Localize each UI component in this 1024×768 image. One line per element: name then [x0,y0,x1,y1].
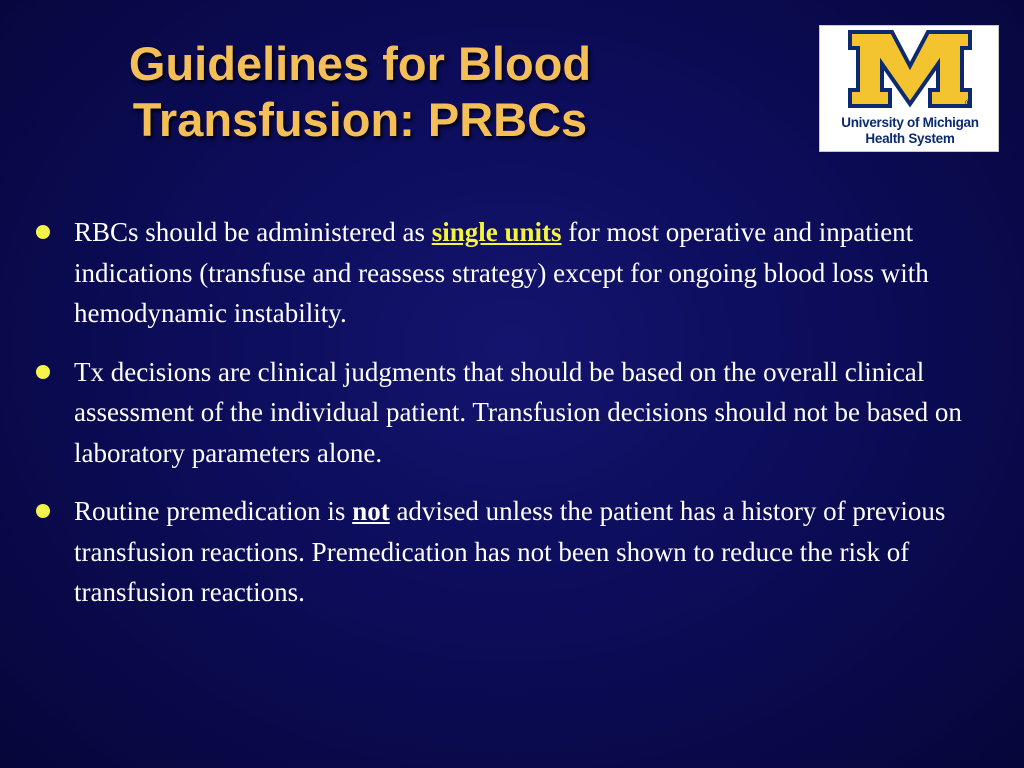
bullet-item-tx-decisions [34,352,974,474]
block-m-icon [820,26,1000,116]
logo-line-2: Health System [865,131,955,146]
bullet-1-text-before: RBCs should be administered as [74,217,432,247]
title-line-2: Transfusion: PRBCs [132,93,588,146]
bullet-item-single-units [34,212,974,334]
bullet-2-text: Tx decisions are clinical judgments that should be based on the overall clinical assessment of the individual patient. Transfusion decisions should not be based on laboratory parameters alone. [74,356,962,468]
slide-title [30,36,690,148]
bullet-dot-icon [36,365,50,379]
university-logo [819,25,999,152]
bullet-1-text-after: for most operative and inpatient indications (transfuse and reassess strategy) except for ongoing blood loss with hemodynamic instability. [74,217,929,328]
bullet-dot-icon [36,504,50,518]
bullet-list [34,212,974,631]
bullet-item-premedication [34,491,974,613]
bullet-3-text-after: advised unless the patient has a history of previous transfusion reactions. Premedication has not been shown to reduce the risk of transfusion reactions. [74,496,946,607]
bullet-1-emphasis: single units [431,217,562,247]
bullet-3-emphasis: not [352,496,390,526]
bullet-3-text-before: Routine premedication is [74,496,353,526]
bullet-dot-icon [36,225,50,239]
logo-line-1: University of Michigan [841,115,979,130]
registered-mark: ® [965,98,972,108]
title-line-1: Guidelines for Blood [128,37,592,90]
